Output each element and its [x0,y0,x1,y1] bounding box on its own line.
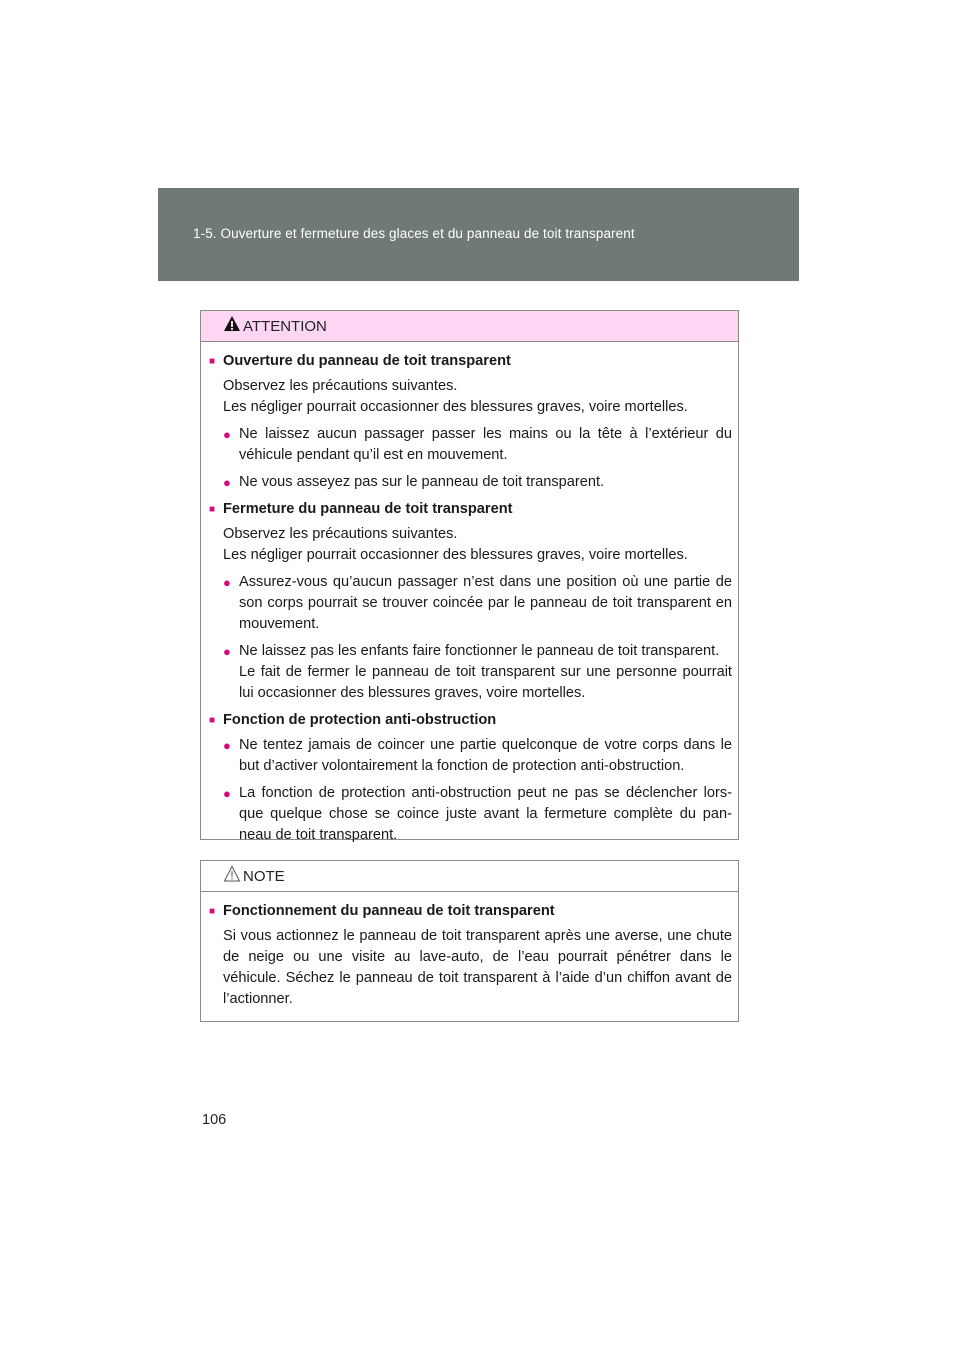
section-heading: ■ Fonction de protection anti-obstruction [209,710,732,731]
square-bullet-icon: ■ [209,715,216,726]
section-heading: ■ Fermeture du panneau de toit transparent [209,499,732,520]
section-heading: ■ Ouverture du panneau de toit transparent [209,351,732,372]
bullet-item: ● La fonction de protection anti-obstruction peut ne pas se déclencher lors-que quelque chose se coince juste avant la fermeture complète du pan-neau de toit transparent. [223,783,732,846]
section-header-band [158,188,799,281]
paragraph: Observez les précautions suivantes. [223,526,458,542]
bullet-item: ● Ne laissez aucun passager passer les mains ou la tête à l’extérieur du véhicule pendant qu’il est en mouvement. [223,424,732,466]
round-bullet-icon: ● [223,575,231,590]
section-heading: ■ Fonctionnement du panneau de toit transparent [209,901,732,922]
attention-header [201,311,738,342]
round-bullet-icon: ● [223,475,231,490]
bullet-item: ● Assurez-vous qu’aucun passager n’est dans une position où une partie de son corps pourrait se trouver coincée par le panneau de toit transparent en mouvement. [223,572,732,635]
note-header [201,861,738,892]
bullet-item: ● Ne laissez pas les enfants faire fonctionner le panneau de toit transparent. Le fait de fermer le panneau de toit transparent sur une personne pourrait lui occasionner des blessures graves, voire mortelles. [223,641,732,704]
square-bullet-icon: ■ [209,356,216,367]
attention-label: ATTENTION [243,318,327,335]
bullet-item: ● Ne vous asseyez pas sur le panneau de toit transparent. [223,472,732,493]
section-title: 1-5. Ouverture et fermeture des glaces et du panneau de toit transparent [193,226,635,241]
paragraph: Si vous actionnez le panneau de toit transparent après une averse, une chute de neige ou une visite au lave-auto, de l’eau pourrait pénétrer dans le véhicule. Séchez le panneau de toit transparent à l’aide d’un chiffon avant de l’actionner. [223,928,732,1007]
round-bullet-icon: ● [223,644,231,659]
paragraph: Les négliger pourrait occasionner des blessures graves, voire mortelles. [223,547,688,563]
square-bullet-icon: ■ [209,504,216,515]
round-bullet-icon: ● [223,427,231,442]
round-bullet-icon: ● [223,738,231,753]
note-body [201,892,738,1026]
caution-triangle-icon [223,865,241,888]
attention-body [201,342,738,862]
square-bullet-icon: ■ [209,906,216,917]
bullet-item: ● Ne tentez jamais de coincer une partie quelconque de votre corps dans le but d’activer volontairement la fonction de protection anti-obstruction. [223,735,732,777]
round-bullet-icon: ● [223,786,231,801]
note-box [200,860,739,1022]
note-label: NOTE [243,868,285,885]
page-number: 106 [202,1112,227,1128]
warning-triangle-icon [223,315,241,338]
paragraph: Les négliger pourrait occasionner des blessures graves, voire mortelles. [223,399,688,415]
paragraph: Observez les précautions suivantes. [223,378,458,394]
attention-box [200,310,739,843]
